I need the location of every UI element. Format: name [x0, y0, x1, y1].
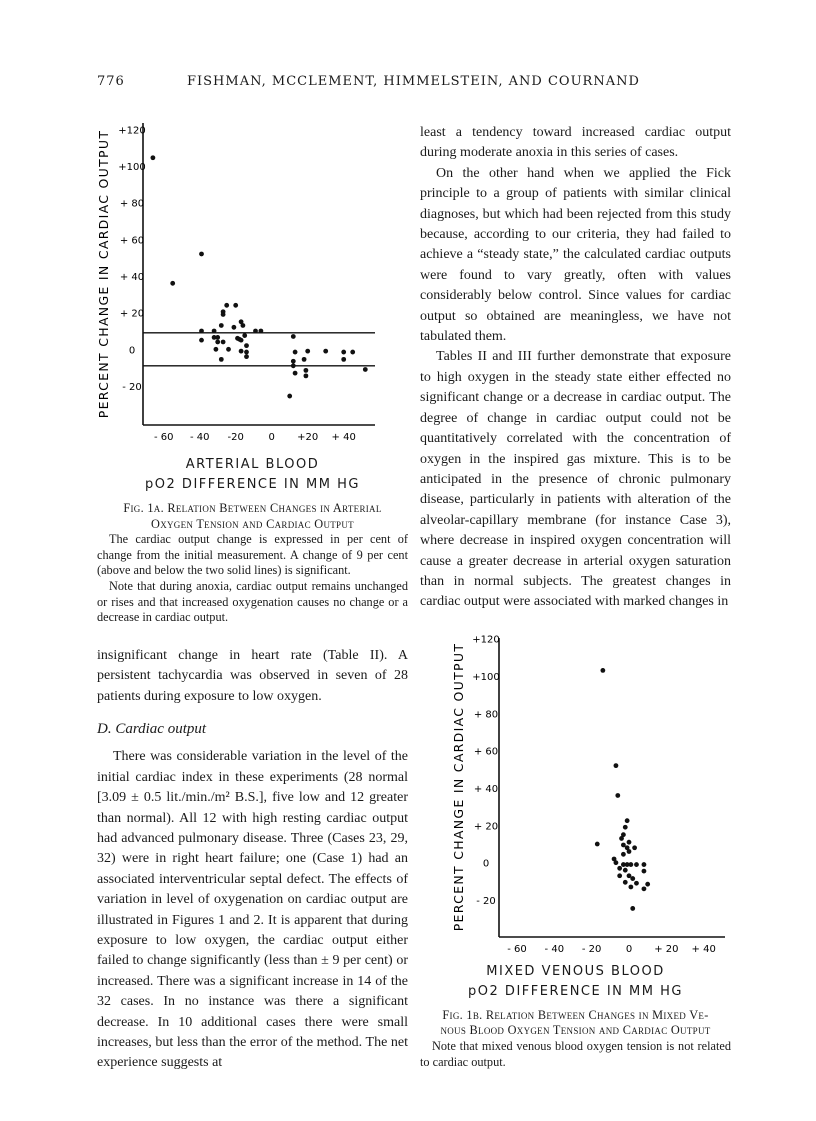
data-point: [634, 881, 639, 886]
data-point: [219, 357, 224, 362]
figure-1b-x-axis-label-line1: MIXED VENOUS BLOOD: [486, 963, 665, 979]
figure-1b-caption-title-line2: nous Blood Oxygen Tension and Cardiac Output: [440, 1023, 711, 1038]
data-point: [614, 860, 619, 865]
left-column-text: [97, 646, 408, 1074]
figure-1a-x-axis-label-line2: pO2 DIFFERENCE IN MM HG: [145, 477, 360, 492]
data-point: [628, 884, 633, 889]
data-point: [244, 354, 249, 359]
y-tick-label: +120: [118, 125, 146, 137]
figure-1b-caption-title-line1: Fig. 1b. Relation Between Changes in Mixed Ve-: [442, 1007, 709, 1022]
data-point: [293, 350, 298, 355]
data-point: [241, 323, 246, 328]
y-axis-label: PERCENT CHANGE IN CARDIAC OUTPUT: [451, 642, 466, 932]
page-number: 776: [97, 74, 125, 89]
figure-1a-scatter-plot: [90, 115, 410, 455]
data-point: [244, 350, 249, 355]
paragraph: insignificant change in heart rate (Table II). A persistent tachycardia was observed in seven of 28 patients during exposure to low oxygen.: [97, 647, 408, 704]
paragraph: least a tendency toward increased cardiac output during moderate anoxia in this series of cases.: [420, 125, 731, 161]
data-point: [293, 371, 298, 376]
y-tick-label: 0: [482, 858, 490, 870]
data-point: [642, 886, 647, 891]
data-point: [199, 252, 204, 257]
data-point: [632, 845, 637, 850]
x-tick-label: + 20: [654, 943, 679, 955]
x-tick-label: - 20: [581, 943, 602, 955]
data-point: [304, 368, 309, 373]
figure-1a-caption-text: The cardiac output change is expressed in per cent of change from the initial measurement. A change of 9 per cent (above and below the two solid lines) is significant.: [97, 532, 408, 578]
data-point: [323, 349, 328, 354]
y-tick-label: + 20: [473, 821, 499, 833]
figure-1b-caption-note: Note that mixed venous blood oxygen tension is not related to cardiac output.: [420, 1038, 731, 1069]
data-point: [224, 303, 229, 308]
data-point: [214, 347, 219, 352]
data-point: [304, 373, 309, 378]
data-point: [595, 841, 600, 846]
data-point: [219, 323, 224, 328]
section-heading: D. Cardiac output: [97, 720, 207, 737]
data-point: [291, 334, 296, 339]
data-point: [627, 840, 632, 845]
data-point: [232, 325, 237, 330]
data-point: [287, 394, 292, 399]
data-point: [242, 333, 247, 338]
data-point: [221, 312, 226, 317]
data-point: [363, 367, 368, 372]
paragraph: On the other hand when we applied the Fick principle to a group of patients with similar clinical diagnoses, but which had been rejected from this study because, according to our criteria, they had failed to achieve a “steady state,” the calculated cardiac outputs were found to vary greatly, often with values considerably below control. Since values for cardiac output so obtained are meaningless, we have not tabulated them.: [420, 165, 731, 345]
data-point: [233, 303, 238, 308]
data-point: [630, 876, 635, 881]
data-point: [642, 862, 647, 867]
figure-1a-caption: [97, 501, 408, 626]
data-point: [630, 906, 635, 911]
data-point: [625, 818, 630, 823]
data-point: [215, 340, 220, 345]
data-point: [239, 338, 244, 343]
x-tick-label: - 40: [189, 432, 210, 443]
left-column: [90, 115, 410, 1074]
y-tick-label: +100: [472, 671, 500, 683]
figure-1b-caption: [420, 1008, 731, 1070]
x-tick-label: + 40: [331, 432, 356, 443]
data-point: [215, 335, 220, 340]
data-point: [341, 357, 346, 362]
data-point: [199, 338, 204, 343]
y-tick-label: +100: [118, 162, 146, 173]
data-point: [291, 363, 296, 368]
figure-1a-x-axis-label-line1: ARTERIAL BLOOD: [185, 457, 320, 472]
data-point: [600, 668, 605, 673]
x-tick-label: + 40: [691, 943, 716, 955]
figure-1b-scatter-plot: [440, 627, 740, 962]
figure-1a-caption-note: Note that during anoxia, cardiac output remains unchanged or rises and that increased oxygenation causes no change or a decrease in cardiac output.: [97, 578, 408, 625]
y-tick-label: - 20: [122, 381, 142, 393]
figure-1b-x-axis-label: [420, 962, 740, 1002]
x-tick-label: - 60: [153, 432, 174, 443]
y-tick-label: 0: [128, 345, 136, 357]
data-point: [350, 350, 355, 355]
x-tick-label: 0: [268, 432, 275, 443]
data-point: [291, 359, 296, 364]
y-tick-label: - 20: [476, 895, 496, 907]
data-point: [621, 852, 626, 857]
data-point: [645, 882, 650, 887]
figure-1b-x-axis-label-line2: pO2 DIFFERENCE IN MM HG: [468, 983, 683, 999]
y-tick-label: + 60: [119, 235, 145, 247]
data-point: [305, 349, 310, 354]
x-tick-label: - 40: [544, 943, 565, 955]
figure-1a-x-axis-label: [97, 455, 410, 495]
data-point: [253, 329, 258, 334]
data-point: [239, 349, 244, 354]
data-point: [623, 868, 628, 873]
figure-1a-caption-title-line1: Fig. 1a. Relation Between Changes in Arterial: [123, 501, 382, 515]
data-point: [634, 862, 639, 867]
data-point: [623, 825, 628, 830]
figure-1a-caption-title-line2: Oxygen Tension and Cardiac Output: [151, 516, 354, 531]
data-point: [617, 873, 622, 878]
y-tick-label: + 40: [119, 271, 145, 283]
data-point: [627, 849, 632, 854]
data-point: [341, 350, 346, 355]
data-point: [623, 880, 628, 885]
y-tick-label: + 60: [473, 746, 499, 758]
data-point: [212, 329, 217, 334]
paragraph: There was considerable variation in the level of the initial cardiac index in these experiments (28 normal [3.09 ± 0.5 lit./min./m² B.S.], five low and 12 greater than normal). All 12 with high resting cardiac output had advanced pulmonary disease. Three (Cases 23, 29, 32) were in right heart failure; one (Case 1) had an associated interventricular septal defect. The effects of variation in level of oxygenation on cardiac output are illustrated in Figures 1 and 2. It is apparent that during exposure to low oxygen, the cardiac output either failed to change significantly (less than ± 9 per cent) or increased. There was a significant increase in 14 of the 32 cases. In no instance was there a significant decrease. In 10 additional cases there were small increases, but less than the error of the method. The net experience suggests at: [97, 749, 408, 1071]
running-header-authors: FISHMAN, MCCLEMENT, HIMMELSTEIN, AND COURNAND: [187, 74, 640, 89]
data-point: [226, 347, 231, 352]
y-tick-label: + 20: [119, 308, 145, 320]
right-column: [420, 123, 740, 1070]
data-point: [615, 793, 620, 798]
right-column-text: [420, 123, 731, 613]
x-tick-label: - 60: [507, 943, 527, 955]
x-tick-label: 0: [625, 943, 633, 955]
data-point: [199, 329, 204, 334]
data-point: [617, 866, 622, 871]
data-point: [259, 329, 264, 334]
data-point: [302, 357, 307, 362]
data-point: [642, 868, 647, 873]
y-tick-label: + 80: [473, 709, 499, 721]
x-tick-label: -20: [227, 432, 244, 443]
data-point: [151, 155, 156, 160]
data-point: [244, 343, 249, 348]
y-axis-label: PERCENT CHANGE IN CARDIAC OUTPUT: [96, 129, 111, 419]
data-point: [614, 763, 619, 768]
data-point: [221, 340, 226, 345]
y-tick-label: + 80: [119, 198, 145, 210]
y-tick-label: +120: [472, 634, 500, 646]
data-point: [628, 862, 633, 867]
paragraph: Tables II and III further demonstrate that exposure to high oxygen in the steady state either effected no significant change or a decrease in cardiac output. The degree of change in cardiac output could not be quantitatively correlated with the concentration of oxygen in the inspired gas mixture. This is to be anticipated in the presence of chronic pulmonary disease, particularly in patients with alteration of the alveolar-capillary membrane (for instance Case 3), where decrease in inspired oxygen concentration will cause a greater decrease in arterial oxygen saturation than in normal subjects. The greatest changes in cardiac output were associated with marked changes in: [420, 349, 731, 610]
data-point: [170, 281, 175, 286]
y-tick-label: + 40: [473, 783, 499, 795]
data-point: [619, 836, 624, 841]
x-tick-label: +20: [297, 432, 319, 443]
